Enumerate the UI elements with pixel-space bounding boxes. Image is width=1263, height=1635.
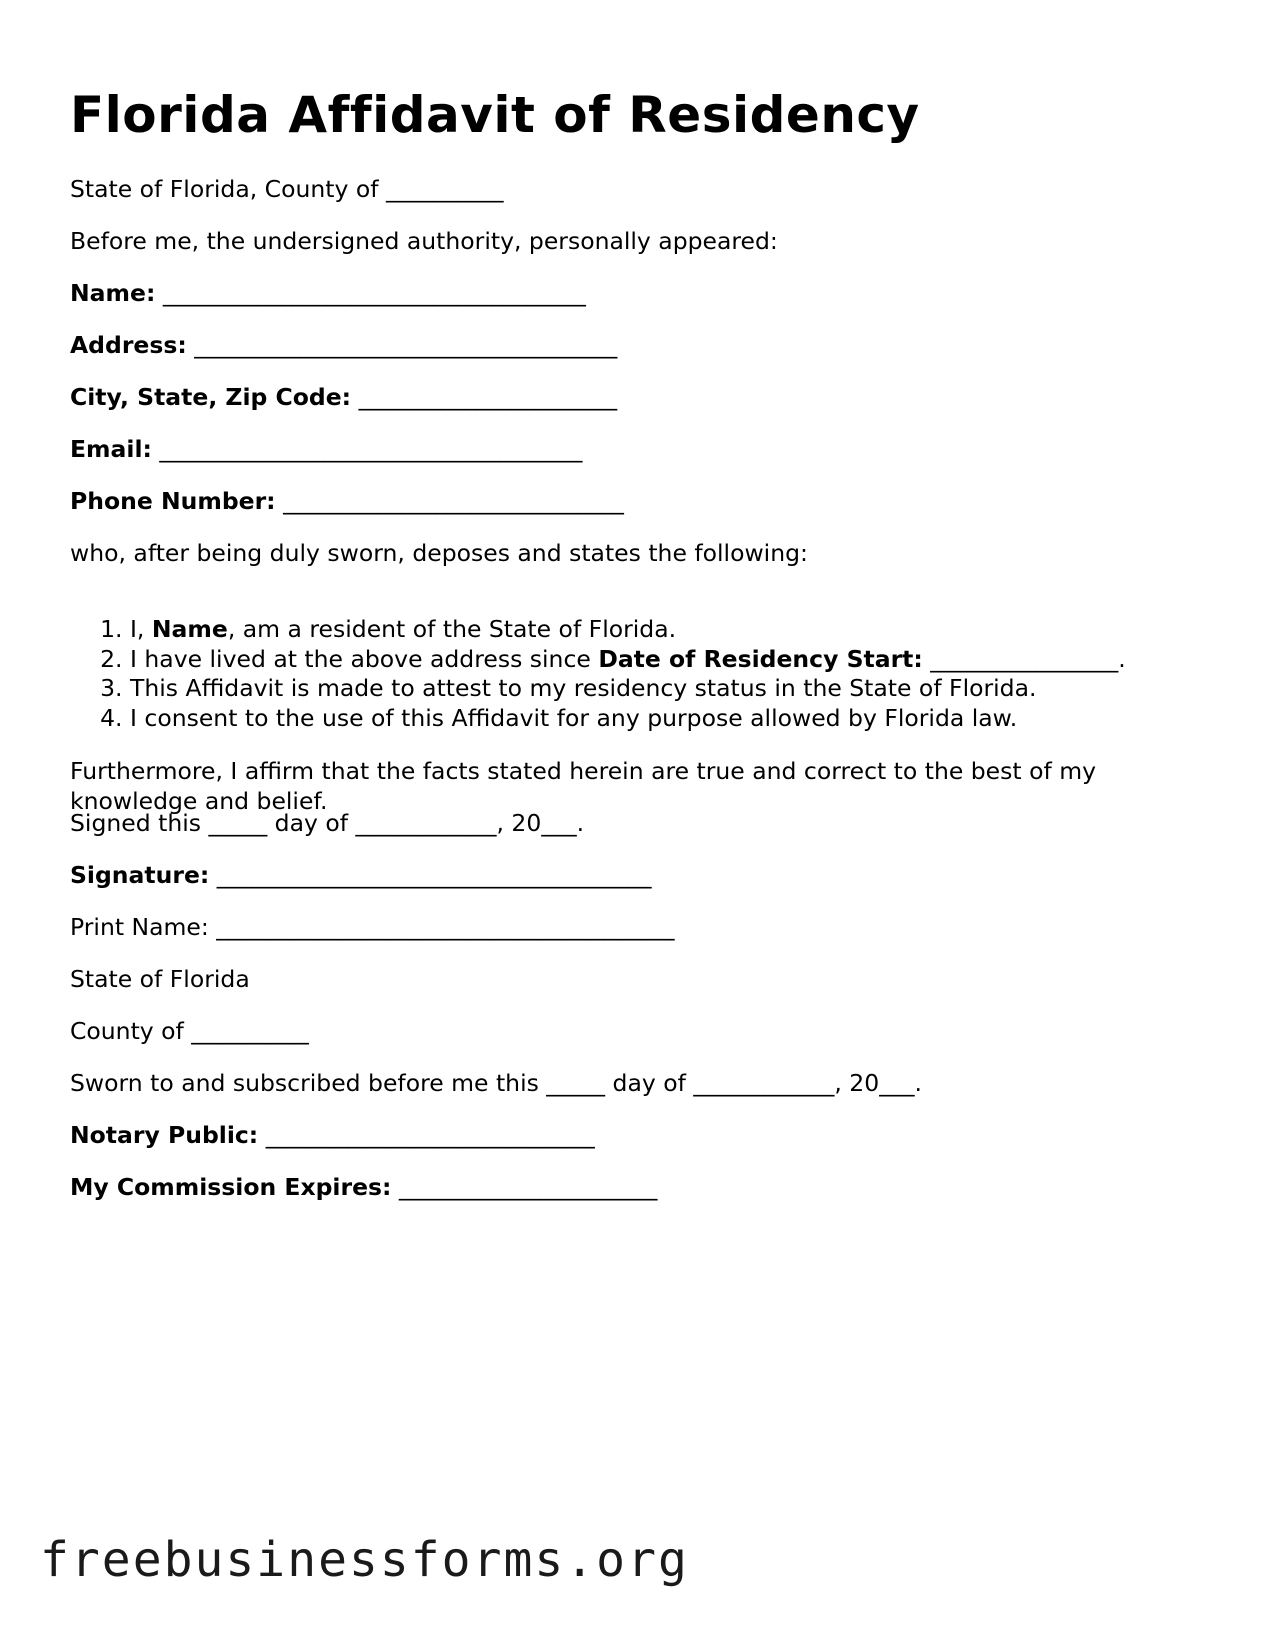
affirmation-text: Furthermore, I affirm that the facts stated herein are true and correct to the best of my knowledge and belief. bbox=[70, 757, 1096, 815]
phone-number-field bbox=[70, 486, 624, 516]
statement-2-date-label: Date of Residency Start: bbox=[598, 644, 923, 673]
city-state-zip-field bbox=[70, 382, 617, 412]
commission-expires-label: My Commission Expires: bbox=[70, 1173, 392, 1201]
signature-field bbox=[70, 860, 652, 890]
commission-expires-field bbox=[70, 1172, 657, 1202]
state-line: State of Florida bbox=[70, 965, 250, 993]
commission-expires-blank: ______________________ bbox=[398, 1173, 658, 1201]
notary-public-label: Notary Public: bbox=[70, 1121, 259, 1149]
county-line: State of Florida, County of __________ bbox=[70, 175, 504, 203]
notary-public-blank: ____________________________ bbox=[265, 1121, 595, 1149]
city-state-zip-label: City, State, Zip Code: bbox=[70, 383, 352, 411]
phone-number-blank: _____________________________ bbox=[283, 487, 624, 515]
statement-3: 3. This Affidavit is made to attest to my residency status in the State of Florida. bbox=[130, 674, 1126, 704]
email-label: Email: bbox=[70, 435, 152, 463]
intro-text: Before me, the undersigned authority, personally appeared: bbox=[70, 227, 778, 255]
statement-2-prefix: I have lived at the above address since bbox=[130, 644, 599, 673]
address-label: Address: bbox=[70, 331, 187, 359]
print-name-line: Print Name: _______________________________________ bbox=[70, 913, 675, 941]
document-title: Florida Affidavit of Residency bbox=[70, 86, 920, 144]
county-of-line: County of __________ bbox=[70, 1017, 309, 1045]
address-blank: ____________________________________ bbox=[194, 331, 618, 359]
city-state-zip-blank: ______________________ bbox=[358, 383, 618, 411]
email-field bbox=[70, 434, 582, 464]
statement-1-name: Name bbox=[151, 615, 228, 643]
name-label: Name: bbox=[70, 279, 156, 307]
watermark-text: freebusinessforms.org bbox=[40, 1532, 689, 1588]
name-blank: ____________________________________ bbox=[162, 279, 586, 307]
statement-1 bbox=[130, 615, 1126, 645]
name-field bbox=[70, 278, 586, 308]
statement-1-suffix: , am a resident of the State of Florida. bbox=[227, 615, 677, 643]
sworn-subscribed-line: Sworn to and subscribed before me this _____ day of ____________, 20___. bbox=[70, 1069, 922, 1097]
signature-blank: _____________________________________ bbox=[216, 861, 652, 889]
signature-label: Signature: bbox=[70, 861, 210, 889]
signed-line: Signed this _____ day of ____________, 20___. bbox=[70, 809, 585, 837]
email-blank: ____________________________________ bbox=[159, 435, 583, 463]
sworn-intro: who, after being duly sworn, deposes and states the following: bbox=[70, 539, 808, 567]
statements-list bbox=[70, 615, 1126, 733]
notary-public-field bbox=[70, 1120, 595, 1150]
statement-2 bbox=[130, 645, 1126, 675]
statement-1-prefix: I, bbox=[130, 615, 152, 643]
phone-number-label: Phone Number: bbox=[70, 487, 276, 515]
statement-4: 4. I consent to the use of this Affidavit for any purpose allowed by Florida law. bbox=[130, 704, 1126, 734]
address-field bbox=[70, 330, 617, 360]
statement-2-suffix: ________________. bbox=[922, 644, 1126, 673]
